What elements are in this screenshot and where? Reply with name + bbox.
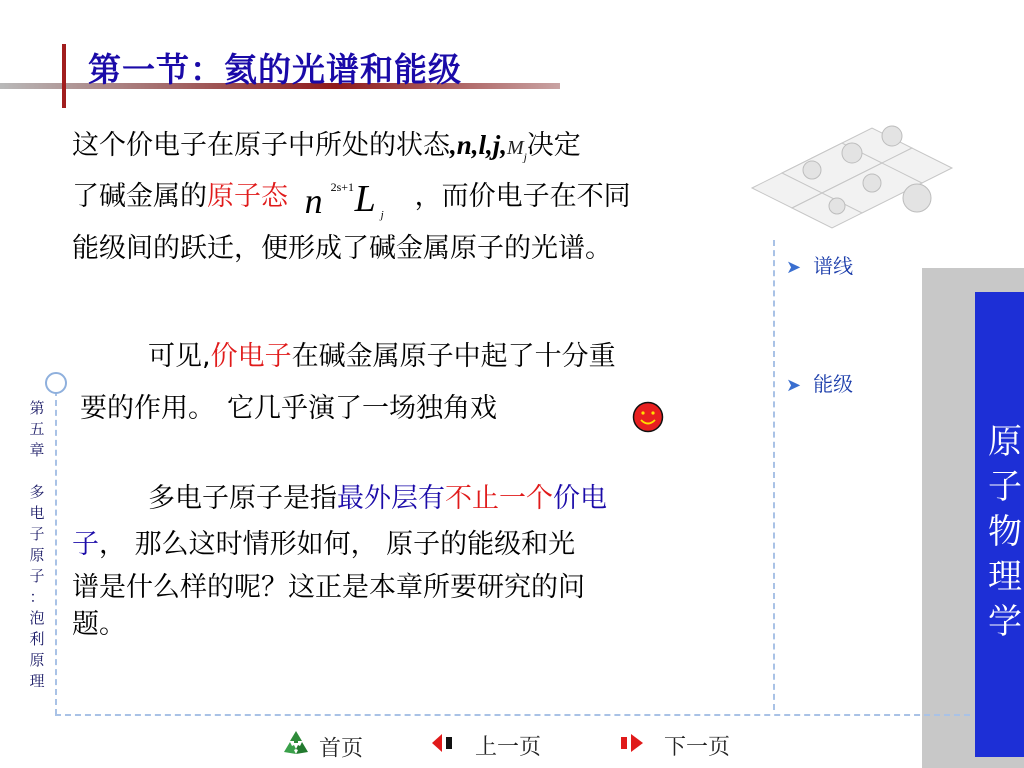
page-title: 第一节：氦的光谱和能级 xyxy=(88,50,462,89)
para3-line1: 多电子原子是指最外层有不止一个价电 xyxy=(148,483,607,514)
para3-line4: 题。 xyxy=(72,609,126,640)
cube-grid-decoration xyxy=(742,108,962,248)
next-page-link[interactable]: 下一页 xyxy=(617,730,730,761)
para3-line2: 子， 那么这时情形如何， 原子的能级和光 xyxy=(72,529,576,560)
arrow-right-icon: ➤ xyxy=(786,375,802,396)
recycle-icon xyxy=(280,728,312,766)
home-link[interactable]: 首页 xyxy=(280,728,363,766)
smiley-icon xyxy=(632,401,664,433)
arrow-right-icon xyxy=(617,732,645,760)
subject-panel-text: 原 子 物 理 学 xyxy=(988,422,1022,642)
arrow-left-icon xyxy=(430,732,458,760)
side-nav-spectral-lines[interactable]: ➤ 谱线 xyxy=(786,254,854,278)
para2-line2: 要的作用。 它几乎演了一场独角戏 xyxy=(80,393,497,424)
arrow-right-icon: ➤ xyxy=(786,257,802,278)
right-dashed-guide xyxy=(773,240,775,710)
guide-circle xyxy=(45,372,67,394)
para1-line3: 能级间的跃迁，便形成了碱金属原子的光谱。 xyxy=(72,233,612,264)
prev-page-link[interactable]: 上一页 xyxy=(430,730,541,761)
footer-dashed-rule xyxy=(55,714,970,716)
header-accent-bar xyxy=(62,44,66,108)
atomic-term-symbol: n 2s+1 L j xyxy=(304,177,384,221)
side-nav-energy-levels[interactable]: ➤ 能级 xyxy=(786,372,854,396)
chapter-vertical-label: 第 五 章 多 电 子 原 子 ： 泡 利 原 理 xyxy=(29,399,45,690)
para1-line2: 了碱金属的原子态 n 2s+1 L j ，而价电子在不同 xyxy=(72,177,631,221)
para2-line1: 可见,价电子在碱金属原子中起了十分重 xyxy=(148,341,616,372)
para1-line1: 这个价电子在原子中所处的状态$,n,l,j,M_j$决定 xyxy=(72,130,581,164)
left-dashed-guide xyxy=(55,380,57,715)
para3-line3: 谱是什么样的呢？这正是本章所要研究的问 xyxy=(72,572,585,603)
